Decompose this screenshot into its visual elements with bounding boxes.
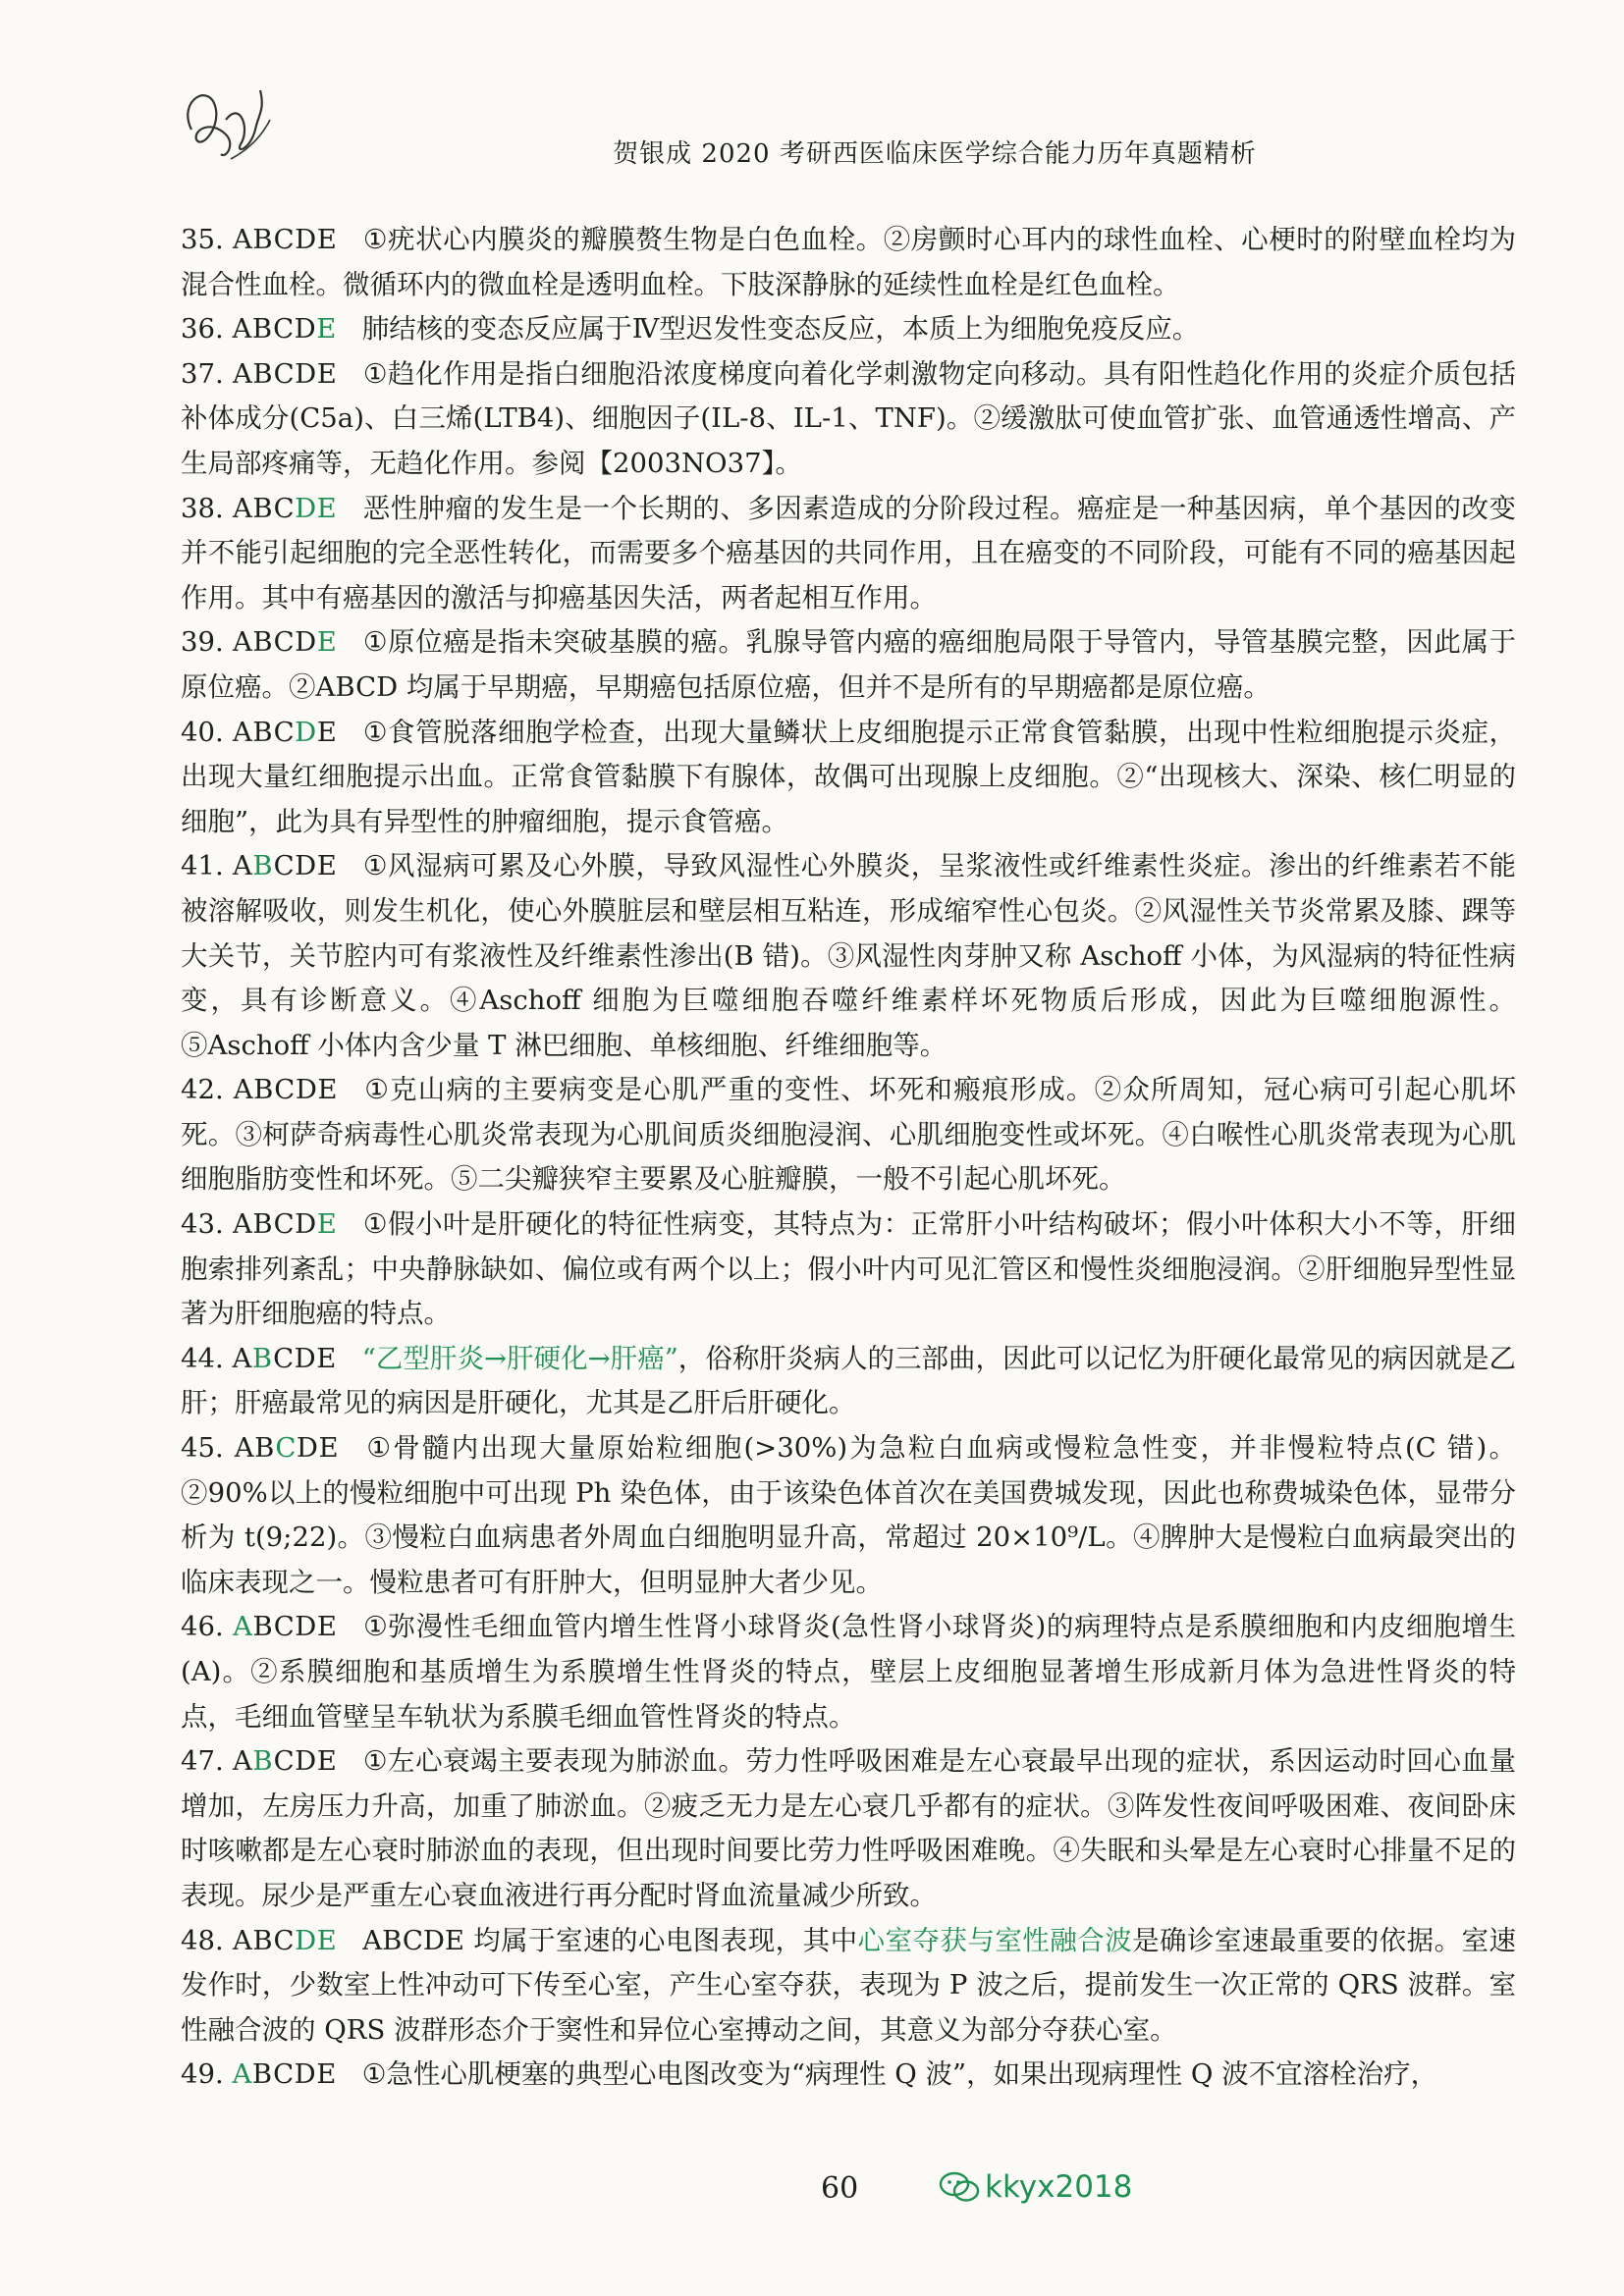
question-number: 35.: [181, 224, 234, 255]
question-explanation: [181, 1919, 1516, 2054]
question-explanation: [181, 1426, 1516, 1605]
explanation-text: ①假小叶是肝硬化的特征性病变，其特点为：正常肝小叶结构破坏；假小叶体积大小不等，肝细胞索排列紊乱；中央静脉缺如、偏位或有两个以上；假小叶内可见汇管区和慢性炎细胞浸润。②肝细胞异型性显著为肝细胞癌的特点。: [181, 1208, 1516, 1330]
question-number: 39.: [181, 626, 234, 659]
explanation-text: ①原位癌是指未突破基膜的癌。乳腺导管内癌的癌细胞局限于导管内，导管基膜完整，因此属于原位癌。②ABCD 均属于早期癌，早期癌包括原位癌，但并不是所有的早期癌都是原位癌。: [181, 626, 1516, 703]
question-explanation: [181, 1202, 1516, 1337]
explanation-text: 肺结核的变态反应属于Ⅳ型迟发性变态反应，本质上为细胞免疫反应。: [361, 313, 1200, 346]
question-number: 41.: [181, 850, 234, 882]
footer-watermark: [938, 2169, 1132, 2205]
question-number: 37.: [181, 357, 234, 390]
question-explanation: [181, 1068, 1516, 1202]
question-explanation: [181, 1337, 1516, 1426]
question-explanation: [181, 352, 1516, 487]
explanation-text: ①风湿病可累及心外膜，导致风湿性心外膜炎，呈浆液性或纤维素性炎症。渗出的纤维素若不能被溶解吸收，则发生机化，使心外膜脏层和壁层相互粘连，形成缩窄性心包炎。②风湿性关节炎常累及膝、踝等大关节，关节腔内可有浆液性及纤维素性渗出(B 错)。③风湿性肉芽肿又称 Aschoff 小体，为风湿病的特征性病变，具有诊断意义。④Aschoff 细胞为巨噬细胞吞噬纤维素样坏死物质后形成，因此为巨噬细胞源性。⑤Aschoff 小体内含少量 T 淋巴细胞、单核细胞、纤维细胞等。: [181, 850, 1516, 1061]
question-explanation: [181, 1605, 1516, 1739]
explanation-text: ①趋化作用是指白细胞沿浓度梯度向着化学刺激物定向移动。具有阳性趋化作用的炎症介质包括补体成分(C5a)、白三烯(LTB4)、细胞因子(IL-8、IL-1、TNF)。②缓激肽可使血管扩张、血管通透性增高、产生局部疼痛等，无趋化作用。参阅【2003NO37】。: [181, 357, 1516, 479]
question-explanation: [181, 844, 1516, 1068]
answer-options: ABCDE: [232, 1342, 337, 1374]
answer-options: ABCDE: [232, 313, 337, 346]
question-explanation: [181, 620, 1516, 710]
question-number: 49.: [181, 2058, 233, 2091]
explanation-text: ①疣状心内膜炎的瓣膜赘生物是白色血栓。②房颤时心耳内的球性血栓、心梗时的附壁血栓均为混合性血栓。微循环内的微血栓是透明血栓。下肢深静脉的延续性血栓是红色血栓。: [181, 224, 1516, 300]
answer-options: ABCDE: [233, 1074, 338, 1106]
question-explanation: [181, 2053, 1516, 2098]
answer-options: ABCDE: [233, 357, 338, 390]
answer-options: ABCDE: [233, 1208, 338, 1241]
question-number: 45.: [181, 1432, 235, 1465]
explanation-text: ①克山病的主要病变是心肌严重的变性、坏死和瘢痕形成。②众所周知，冠心病可引起心肌坏死。③柯萨奇病毒性心肌炎常表现为心肌间质炎细胞浸润、心肌细胞变性或坏死。④白喉性心肌炎常表现为心肌细胞脂肪变性和坏死。⑤二尖瓣狭窄主要累及心脏瓣膜，一般不引起心肌坏死。: [181, 1074, 1516, 1196]
question-number: 44.: [181, 1342, 233, 1374]
question-explanation: [181, 1739, 1516, 1918]
question-number: 46.: [181, 1611, 234, 1643]
explanation-text: ①骨髓内出现大量原始粒细胞(>30%)为急粒白血病或慢粒急性变，并非慢粒特点(C 错)。②90%以上的慢粒细胞中可出现 Ph 染色体，由于该染色体首次在美国费城发现，因此也称费城染色体，显带分析为 t(9;22)。③慢粒白血病患者外周血白细胞明显升高，常超过 20×10⁹/L。④脾肿大是慢粒白血病最突出的临床表现之一。慢粒患者可有肝肿大，但明显肿大者少见。: [181, 1432, 1516, 1598]
answer-options: ABCDE: [233, 850, 338, 882]
question-number: 48.: [181, 1924, 233, 1956]
highlighted-phrase: 心室夺获与室性融合波: [857, 1924, 1133, 1956]
explanation-text: ABCDE 均属于室速的心电图表现，其中: [362, 1924, 858, 1956]
answer-options: ABCDE: [233, 1611, 338, 1643]
answer-options: ABCDE: [234, 1432, 340, 1465]
wechat-icon: [938, 2170, 981, 2204]
explanation-text: ，俗称肝炎病人的三部曲，因此可以记忆为肝硬化最常见的病因就是乙肝；肝癌最常见的病因是肝硬化，尤其是乙肝后肝硬化。: [181, 1342, 1516, 1419]
answer-options: ABCDE: [232, 1924, 338, 1956]
answer-options: ABCDE: [233, 716, 338, 748]
explanation-text: 恶性肿瘤的发生是一个长期的、多因素造成的分阶段过程。癌症是一种基因病，单个基因的改变并不能引起细胞的完全恶性转化，而需要多个癌基因的共同作用，且在癌变的不同阶段，可能有不同的癌基因起作用。其中有癌基因的激活与抑癌基因失活，两者起相互作用。: [181, 492, 1516, 614]
question-explanation: [181, 711, 1516, 845]
answer-options: ABCDE: [233, 626, 338, 659]
footer-brand-text: kkyx2018: [985, 2169, 1133, 2205]
highlighted-phrase: “乙型肝炎→肝硬化→肝癌”: [361, 1342, 678, 1374]
question-explanation: [181, 487, 1516, 621]
explanation-text: ①左心衰竭主要表现为肺淤血。劳力性呼吸困难是左心衰最早出现的症状，系因运动时回心血量增加，左房压力升高，加重了肺淤血。②疲乏无力是左心衰几乎都有的症状。③阵发性夜间呼吸困难、夜间卧床时咳嗽都是左心衰时肺淤血的表现，但出现时间要比劳力性呼吸困难晚。④失眠和头晕是左心衰时心排量不足的表现。尿少是严重左心衰血液进行再分配时肾血流量减少所致。: [181, 1745, 1516, 1911]
explanation-text: 是确诊室速最重要的依据。室速发作时，少数室上性冲动可下传至心室，产生心室夺获，表现为 P 波之后，提前发生一次正常的 QRS 波群。室性融合波的 QRS 波群形态介于窦性和异位心室搏动之间，其意义为部分夺获心室。: [181, 1924, 1517, 2046]
explanation-text: ①食管脱落细胞学检查，出现大量鳞状上皮细胞提示正常食管黏膜，出现中性粒细胞提示炎症，出现大量红细胞提示出血。正常食管黏膜下有腺体，故偶可出现腺上皮细胞。②“出现核大、深染、核仁明显的细胞”，此为具有异型性的肿瘤细胞，提示食管癌。: [181, 716, 1516, 837]
page-number: 60: [821, 2171, 859, 2206]
question-number: 43.: [181, 1208, 234, 1241]
question-number: 47.: [181, 1745, 234, 1778]
answer-options: ABCDE: [232, 2058, 337, 2091]
answer-options: ABCDE: [233, 1745, 338, 1778]
answer-options: ABCDE: [233, 224, 338, 255]
question-number: 38.: [181, 492, 233, 524]
answer-explanations: [181, 218, 1516, 2098]
explanation-text: ①弥漫性毛细血管内增生性肾小球肾炎(急性肾小球肾炎)的病理特点是系膜细胞和内皮细胞增生(A)。②系膜细胞和基质增生为系膜增生性肾炎的特点，壁层上皮细胞显著增生形成新月体为急进性肾炎的特点，毛细血管壁呈车轨状为系膜毛细血管性肾炎的特点。: [181, 1611, 1516, 1733]
question-number: 36.: [181, 313, 233, 346]
page-header-title: 贺银成 2020 考研西医临床医学综合能力历年真题精析: [613, 139, 1257, 169]
explanation-text: ①急性心肌梗塞的典型心电图改变为“病理性 Q 波”，如果出现病理性 Q 波不宜溶栓治疗，: [361, 2058, 1438, 2091]
question-explanation: [181, 307, 1516, 352]
question-explanation: [181, 218, 1516, 307]
question-number: 42.: [181, 1074, 234, 1106]
question-number: 40.: [181, 716, 234, 748]
answer-options: ABCDE: [232, 492, 338, 524]
